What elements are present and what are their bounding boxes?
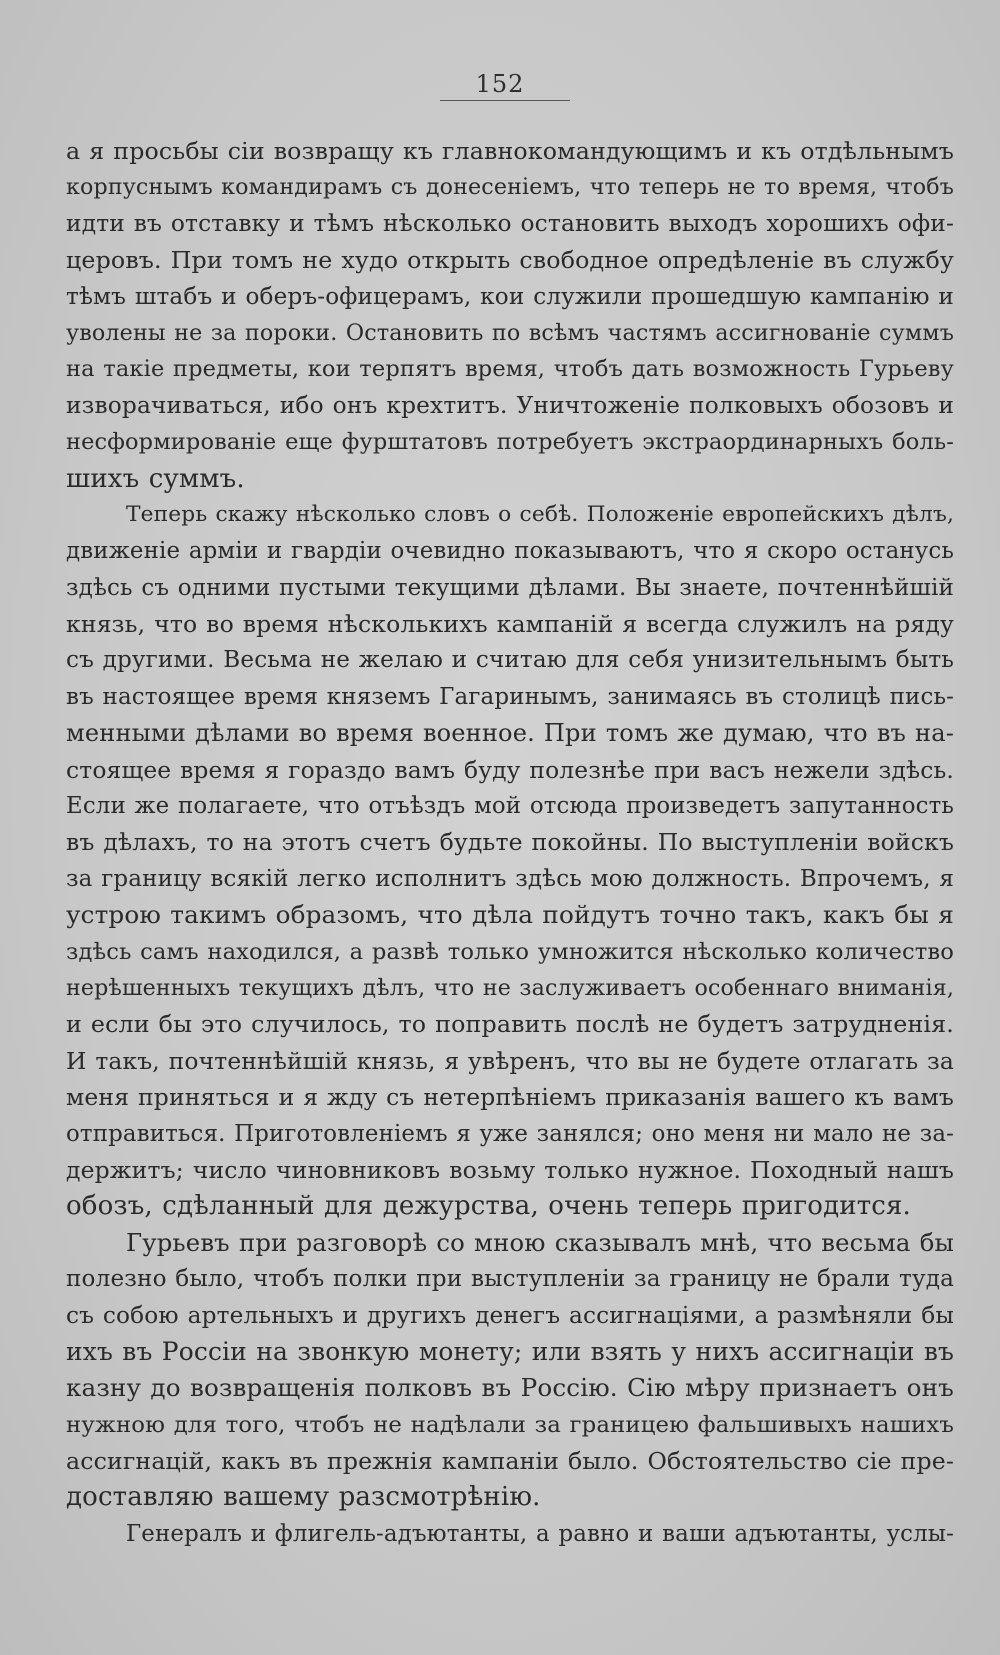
text-line: князь, что во время нѣсколькихъ кампаній я всегда служилъ на ряду bbox=[66, 610, 954, 639]
page-text bbox=[66, 133, 954, 1552]
text-line: ихъ въ Россіи на звонкую монету; или взять у нихъ ассигнаціи въ bbox=[66, 1336, 954, 1366]
text-line: И такъ, почтеннѣйшій князь, я увѣренъ, что вы не будете отлагать за bbox=[66, 1046, 954, 1075]
text-line: идти въ отставку и тѣмъ нѣсколько остановить выходъ хорошихъ офи- bbox=[66, 209, 954, 237]
text-line: меня приняться и я жду съ нетерпѣніемъ приказанія вашего къ вамъ bbox=[66, 1083, 954, 1112]
page-number-rule bbox=[440, 100, 570, 101]
text-line: и если бы это случилось, то поправить послѣ не будетъ затрудненія. bbox=[66, 1010, 954, 1039]
text-line: нерѣшенныхъ текущихъ дѣлъ, что не заслуживаетъ особеннаго вниманія, bbox=[66, 974, 954, 1001]
text-line: Гурьевъ при разговорѣ со мною сказывалъ мнѣ, что весьма бы bbox=[126, 1227, 954, 1257]
text-line: отправиться. Приготовленіемъ я уже занялся; оно меня ни мало не за- bbox=[66, 1120, 954, 1147]
text-line: устрою такимъ образомъ, что дѣла пойдутъ точно такъ, какъ бы я bbox=[66, 900, 954, 930]
text-line: на такіе предметы, кои терпятъ время, чтобъ дать возможность Гурьеву bbox=[66, 356, 954, 383]
text-line: движеніе арміи и гвардіи очевидно показываютъ, что я скоро останусь bbox=[66, 538, 954, 565]
text-line: здѣсь самъ находился, а развѣ только умножится нѣсколько количество bbox=[66, 938, 954, 965]
text-line: полезно было, чтобъ полки при выступленіи за границу не брали туда bbox=[66, 1266, 954, 1293]
text-line: шихъ суммъ. bbox=[66, 463, 245, 494]
text-line: ассигнацій, какъ въ прежнія кампаніи было. Обстоятельство сіе пре- bbox=[66, 1447, 954, 1476]
text-line: держитъ; число чиновниковъ возьму только нужное. Походный нашъ bbox=[66, 1155, 954, 1184]
page-number: 152 bbox=[475, 70, 525, 98]
text-line: а я просьбы сіи возвращу къ главнокомандующимъ и къ отдѣльнымъ bbox=[66, 137, 954, 165]
text-line: съ собою артельныхъ и другихъ денегъ ассигнаціями, а размѣняли бы bbox=[66, 1301, 954, 1329]
text-line: казну до возвращенія полковъ въ Россію. Сію мѣру признаетъ онъ bbox=[66, 1373, 954, 1403]
text-line: здѣсь съ одними пустыми текущими дѣлами. Вы знаете, почтеннѣйшій bbox=[66, 574, 954, 601]
text-line: стоящее время я гораздо вамъ буду полезнѣе при васъ нежели здѣсь. bbox=[66, 755, 954, 784]
text-line: уволены не за пороки. Остановить по всѣмъ частямъ ассигнованіе суммъ bbox=[66, 319, 954, 346]
text-line: корпуснымъ командирамъ съ донесеніемъ, что теперь не то время, чтобъ bbox=[66, 174, 954, 201]
text-line: Если же полагаете, что отъѣздъ мой отсюда произведетъ запутанность bbox=[66, 793, 954, 820]
text-line: доставляю вашему разсмотрѣнію. bbox=[66, 1482, 541, 1513]
text-line: Теперь скажу нѣсколько словъ о себѣ. Положеніе европейскихъ дѣлъ, bbox=[126, 501, 954, 527]
text-line: въ дѣлахъ, то на этотъ счетъ будьте покойны. По выступленіи войскъ bbox=[66, 828, 954, 857]
text-line: изворачиваться, ибо онъ крехтитъ. Уничтоженіе полковыхъ обозовъ и bbox=[66, 391, 954, 419]
text-line: съ другими. Весьма не желаю и считаю для себя унизительнымъ быть bbox=[66, 647, 954, 674]
text-line: церовъ. При томъ не худо открыть свободное опредѣленіе въ службу bbox=[66, 246, 954, 275]
text-line: менными дѣлами во время военное. При томъ же думаю, что въ на- bbox=[66, 719, 954, 748]
text-line: за границу всякій легко исполнитъ здѣсь мою должность. Впрочемъ, я bbox=[66, 865, 954, 892]
text-line: несформированіе еще фурштатовъ потребуетъ экстраординарныхъ боль- bbox=[66, 429, 954, 456]
text-line: обозъ, сдѣланный для дежурства, очень теперь пригодится. bbox=[66, 1191, 911, 1222]
text-line: Генералъ и флигель-адъютанты, а равно и ваши адъютанты, услы- bbox=[126, 1520, 954, 1547]
text-line: нужною для того, чтобъ не надѣлали за границею фальшивыхъ нашихъ bbox=[66, 1411, 954, 1438]
text-line: тѣмъ штабъ и оберъ-офицерамъ, кои служили прошедшую кампанію и bbox=[66, 283, 954, 310]
text-line: въ настоящее время княземъ Гагаринымъ, занимаясь въ столицѣ пись- bbox=[66, 683, 954, 710]
